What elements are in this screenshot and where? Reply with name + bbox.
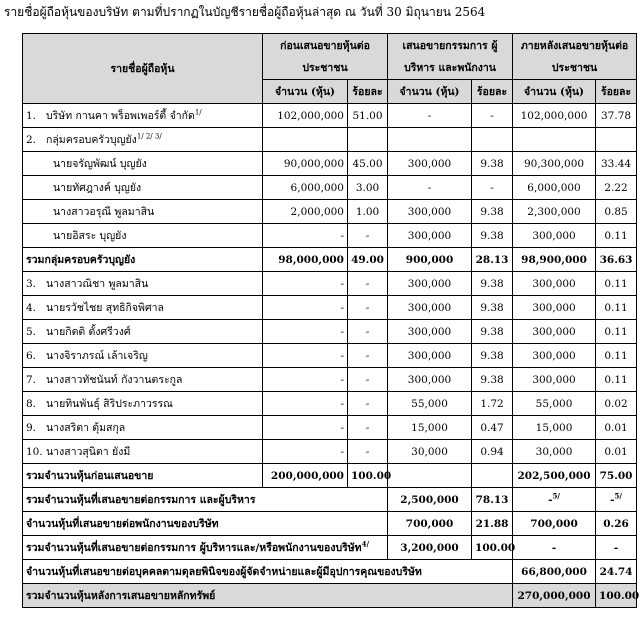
value-cell-a1: 30,000 bbox=[513, 440, 596, 464]
value-cell-o2: 9.38 bbox=[472, 224, 513, 248]
value-cell-a2: 0.11 bbox=[596, 224, 637, 248]
table-row bbox=[23, 176, 637, 200]
value-cell-o2: 9.38 bbox=[472, 152, 513, 176]
value-cell-o1: 300,000 bbox=[388, 200, 472, 224]
shareholder-name-cell bbox=[23, 392, 263, 416]
header-after-text: ภายหลังเสนอขายหุ้นต่อประชาชน bbox=[520, 39, 629, 74]
row-number: 3. bbox=[26, 278, 37, 290]
value-cell-o2 bbox=[472, 128, 513, 152]
value-cell-b2: 51.00 bbox=[348, 104, 388, 128]
value-cell-b2: 3.00 bbox=[348, 176, 388, 200]
value-cell-o2: 28.13 bbox=[472, 248, 513, 272]
page-title: รายชื่อผู้ถือหุ้นของบริษัท ตามที่ปรากฏในบัญชีรายชื่อผู้ถือหุ้นล่าสุด ณ วันที่ 30 มิถุนายน 2564 bbox=[4, 5, 486, 19]
header-name: รายชื่อผู้ถือหุ้น bbox=[23, 34, 263, 104]
value-cell-a1 bbox=[513, 536, 596, 560]
row-number: 8. bbox=[26, 398, 37, 410]
value-cell-b2: - bbox=[348, 416, 388, 440]
table-row bbox=[23, 464, 637, 488]
value-cell-b2: - bbox=[348, 296, 388, 320]
value-cell-o1: 2,500,000 bbox=[388, 488, 472, 512]
header-shares: จำนวน (หุ้น) bbox=[513, 80, 596, 104]
shareholder-name: รวมจำนวนหุ้นก่อนเสนอขาย bbox=[26, 470, 154, 482]
header-shares: จำนวน (หุ้น) bbox=[263, 80, 348, 104]
value-cell-b2: - bbox=[348, 344, 388, 368]
value-cell-a2 bbox=[596, 488, 637, 512]
value-cell-a2: 0.11 bbox=[596, 368, 637, 392]
summary-label-cell: จำนวนหุ้นที่เสนอขายต่อบุคคลตามดุลยพินิจของผู้จัดจำหน่ายและผู้มีอุปการคุณของบริษัท bbox=[23, 560, 513, 584]
row-number: 6. bbox=[26, 350, 37, 362]
table-row bbox=[23, 272, 637, 296]
value-cell-b2: - bbox=[348, 368, 388, 392]
shareholder-name-cell bbox=[23, 128, 263, 152]
value-cell-b1: - bbox=[263, 344, 348, 368]
table-row bbox=[23, 320, 637, 344]
value-cell-a1: 202,500,000 bbox=[513, 464, 596, 488]
value-cell-a2: 0.01 bbox=[596, 440, 637, 464]
value-cell-b1: 98,000,000 bbox=[263, 248, 348, 272]
value-cell-b2: - bbox=[348, 272, 388, 296]
value-cell-a1 bbox=[513, 128, 596, 152]
value-cell-a1 bbox=[513, 488, 596, 512]
value-a2: - bbox=[610, 493, 615, 506]
value-cell-a2: 36.63 bbox=[596, 248, 637, 272]
table-row bbox=[23, 296, 637, 320]
value-cell-b1: 200,000,000 bbox=[263, 464, 348, 488]
value-cell-b2: - bbox=[348, 392, 388, 416]
summary-label: จำนวนหุ้นที่เสนอขายต่อพนักงานของบริษัท bbox=[26, 518, 219, 530]
value-cell-b2: 45.00 bbox=[348, 152, 388, 176]
value-cell-a1: 2,300,000 bbox=[513, 200, 596, 224]
value-cell-o1: 55,000 bbox=[388, 392, 472, 416]
value-cell-o1: 300,000 bbox=[388, 272, 472, 296]
value-cell-o1 bbox=[388, 128, 472, 152]
value-cell-o1: 300,000 bbox=[388, 344, 472, 368]
shareholder-name: นายรวัชไชย สุทธิกิจพิศาล bbox=[46, 302, 164, 314]
value-cell-o2: 9.38 bbox=[472, 272, 513, 296]
value-cell-b1: - bbox=[263, 296, 348, 320]
value-cell-a1: 300,000 bbox=[513, 296, 596, 320]
table-row bbox=[23, 440, 637, 464]
shareholder-name: นางจิราภรณ์ เล้าเจริญ bbox=[46, 350, 148, 362]
value-cell-o2: 100.00 bbox=[472, 536, 513, 560]
footnote-mark: 5/ bbox=[552, 491, 560, 500]
value-cell-o1: 900,000 bbox=[388, 248, 472, 272]
shareholder-name: นางสาวทัชนันท์ กังวานตระกูล bbox=[46, 374, 183, 386]
summary-row bbox=[23, 512, 637, 536]
table-row bbox=[23, 200, 637, 224]
value-cell-o1: 300,000 bbox=[388, 152, 472, 176]
value-cell-o1: 700,000 bbox=[388, 512, 472, 536]
value-cell-b1: - bbox=[263, 224, 348, 248]
value-cell-b1 bbox=[263, 128, 348, 152]
value-cell-b1: - bbox=[263, 368, 348, 392]
value-a1: - bbox=[548, 493, 553, 506]
summary-row bbox=[23, 488, 637, 512]
value-cell-b1: - bbox=[263, 392, 348, 416]
shareholder-table bbox=[22, 33, 637, 608]
value-cell-a1: 300,000 bbox=[513, 344, 596, 368]
table-row bbox=[23, 128, 637, 152]
value-cell-a2: 0.85 bbox=[596, 200, 637, 224]
row-number: 7. bbox=[26, 374, 37, 386]
value-cell-o2: - bbox=[472, 176, 513, 200]
value-cell-b1: - bbox=[263, 440, 348, 464]
shareholder-name-cell bbox=[23, 440, 263, 464]
value-cell-o1: 15,000 bbox=[388, 416, 472, 440]
value-cell-b2: 1.00 bbox=[348, 200, 388, 224]
value-cell-o2: 9.38 bbox=[472, 320, 513, 344]
value-cell-o2: 9.38 bbox=[472, 296, 513, 320]
row-number: 5. bbox=[26, 326, 37, 338]
value-cell-a1: 66,800,000 bbox=[513, 560, 596, 584]
shareholder-name-cell bbox=[23, 416, 263, 440]
value-cell-a1: 300,000 bbox=[513, 272, 596, 296]
value-cell-b2: - bbox=[348, 224, 388, 248]
value-cell-a2 bbox=[596, 512, 637, 536]
value-cell-b2: - bbox=[348, 320, 388, 344]
shareholder-name-cell bbox=[23, 464, 263, 488]
footnote-mark: 4/ bbox=[361, 539, 370, 549]
value-cell-b1: - bbox=[263, 320, 348, 344]
value-cell-o2: 1.72 bbox=[472, 392, 513, 416]
value-cell-b1: 102,000,000 bbox=[263, 104, 348, 128]
shareholder-name-cell bbox=[23, 248, 263, 272]
value-cell-b2: 49.00 bbox=[348, 248, 388, 272]
footnote-mark: 1/ 2/ 3/ bbox=[136, 132, 162, 141]
value-cell-a1: 15,000 bbox=[513, 416, 596, 440]
value-cell-o1: 300,000 bbox=[388, 320, 472, 344]
value-cell-o2: 9.38 bbox=[472, 200, 513, 224]
value-cell-o1: 3,200,000 bbox=[388, 536, 472, 560]
shareholder-name: นางสาวสุนิตา ยังมี bbox=[46, 446, 131, 458]
value-cell-a2 bbox=[596, 536, 637, 560]
value-cell-a2: 0.11 bbox=[596, 272, 637, 296]
value-cell-o1: 300,000 bbox=[388, 368, 472, 392]
value-cell-o2: 78.13 bbox=[472, 488, 513, 512]
value-cell-a2: 33.44 bbox=[596, 152, 637, 176]
shareholder-name: นางสาวณิชา พูลมาสิน bbox=[46, 278, 149, 290]
header-pct: ร้อยละ bbox=[348, 80, 388, 104]
value-cell-b2 bbox=[348, 128, 388, 152]
header-after bbox=[513, 34, 637, 80]
value-cell-a2: 0.11 bbox=[596, 344, 637, 368]
table-row bbox=[23, 224, 637, 248]
table-row bbox=[23, 104, 637, 128]
shareholder-name-cell bbox=[23, 344, 263, 368]
footnote-mark: 5/ bbox=[614, 491, 622, 500]
value-cell-b1: - bbox=[263, 416, 348, 440]
row-number: 10. bbox=[26, 446, 43, 458]
header-before bbox=[263, 34, 388, 80]
shareholder-name: บริษัท กานคา พร็อพเพอร์ตี้ จำกัด bbox=[46, 110, 195, 122]
value-cell-o2: 0.47 bbox=[472, 416, 513, 440]
shareholder-name-cell bbox=[23, 224, 263, 248]
value-cell-a1: 90,300,000 bbox=[513, 152, 596, 176]
shareholder-name-cell bbox=[23, 320, 263, 344]
value-cell-a2: 24.74 bbox=[596, 560, 637, 584]
shareholder-name-cell bbox=[23, 200, 263, 224]
value-cell-o2: 9.38 bbox=[472, 368, 513, 392]
value-cell-a1: 55,000 bbox=[513, 392, 596, 416]
shareholder-name: นายจรัญพัฒน์ บุญยัง bbox=[53, 158, 147, 170]
shareholder-name: รวมกลุ่มครอบครัวบุญยัง bbox=[26, 254, 136, 266]
value-cell-a1: 300,000 bbox=[513, 368, 596, 392]
shareholder-name-cell bbox=[23, 296, 263, 320]
value-cell-o1: 30,000 bbox=[388, 440, 472, 464]
value-cell-o2: 0.94 bbox=[472, 440, 513, 464]
shareholder-name-cell bbox=[23, 368, 263, 392]
row-number: 2. bbox=[26, 134, 37, 146]
value-cell-o2: - bbox=[472, 104, 513, 128]
shareholder-name-cell bbox=[23, 176, 263, 200]
shareholder-name: นายทินพันธุ์ สิริประภาวรรณ bbox=[46, 398, 173, 410]
shareholder-name: นายอิสระ บุญยัง bbox=[53, 230, 127, 242]
row-number: 9. bbox=[26, 422, 37, 434]
summary-label-cell bbox=[23, 488, 388, 512]
header-offer-text: เสนอขายกรรมการ ผู้บริหาร และพนักงาน bbox=[402, 39, 498, 74]
value-cell-a1: 6,000,000 bbox=[513, 176, 596, 200]
header-shares: จำนวน (หุ้น) bbox=[388, 80, 472, 104]
shareholder-name: นายกิตติ ตั้งศรีวงศ์ bbox=[46, 326, 131, 338]
value-cell-a1: 102,000,000 bbox=[513, 104, 596, 128]
header-pct: ร้อยละ bbox=[472, 80, 513, 104]
summary-label-cell bbox=[23, 512, 388, 536]
value-cell-a1: 270,000,000 bbox=[513, 584, 596, 608]
value-a1: - bbox=[551, 541, 557, 554]
shareholder-name-cell bbox=[23, 104, 263, 128]
summary-label-cell: รวมจำนวนหุ้นหลังการเสนอขายหลักทรัพย์ bbox=[23, 584, 513, 608]
value-cell-b1: 6,000,000 bbox=[263, 176, 348, 200]
table-row bbox=[23, 248, 637, 272]
value-a2: 0.26 bbox=[603, 517, 629, 530]
value-cell-o2 bbox=[472, 464, 513, 488]
row-number: 4. bbox=[26, 302, 37, 314]
summary-label: รวมจำนวนหุ้นที่เสนอขายต่อกรรมการ ผู้บริหารและ/หรือพนักงานของบริษัท bbox=[26, 542, 362, 554]
summary-row bbox=[23, 536, 637, 560]
value-cell-o1: - bbox=[388, 176, 472, 200]
value-cell-o1: - bbox=[388, 104, 472, 128]
shareholder-name: นายทัศฎางค์ บุญยัง bbox=[53, 182, 142, 194]
shareholder-name: นางสาวอรุณี พูลมาสิน bbox=[53, 206, 155, 218]
value-cell-a2: 0.11 bbox=[596, 320, 637, 344]
summary-label-cell bbox=[23, 536, 388, 560]
value-cell-a2: 75.00 bbox=[596, 464, 637, 488]
value-cell-b2: - bbox=[348, 440, 388, 464]
value-cell-a1: 300,000 bbox=[513, 224, 596, 248]
header-offer bbox=[388, 34, 513, 80]
value-cell-a2: 0.11 bbox=[596, 296, 637, 320]
total-row bbox=[23, 584, 637, 608]
value-cell-a1: 98,900,000 bbox=[513, 248, 596, 272]
shareholder-name-cell bbox=[23, 272, 263, 296]
value-cell-a2: 37.78 bbox=[596, 104, 637, 128]
table-row bbox=[23, 344, 637, 368]
header-before-text: ก่อนเสนอขายหุ้นต่อประชาชน bbox=[280, 39, 370, 74]
value-cell-a2 bbox=[596, 128, 637, 152]
shareholder-name: กลุ่มครอบครัวบุญยัง bbox=[46, 134, 137, 146]
value-cell-o1: 300,000 bbox=[388, 296, 472, 320]
value-cell-b1: 2,000,000 bbox=[263, 200, 348, 224]
table-row bbox=[23, 416, 637, 440]
summary-label: รวมจำนวนหุ้นที่เสนอขายต่อกรรมการ และผู้บริหาร bbox=[26, 494, 256, 506]
value-cell-a2: 2.22 bbox=[596, 176, 637, 200]
value-cell-b2: 100.00 bbox=[348, 464, 388, 488]
value-cell-a2: 0.02 bbox=[596, 392, 637, 416]
value-cell-a1: 300,000 bbox=[513, 320, 596, 344]
value-a1: 700,000 bbox=[530, 517, 578, 530]
value-cell-o1: 300,000 bbox=[388, 224, 472, 248]
table-row bbox=[23, 368, 637, 392]
value-cell-b1: 90,000,000 bbox=[263, 152, 348, 176]
value-cell-a2: 0.01 bbox=[596, 416, 637, 440]
value-cell-a1 bbox=[513, 512, 596, 536]
value-cell-b1: - bbox=[263, 272, 348, 296]
value-cell-o1 bbox=[388, 464, 472, 488]
value-cell-o2: 21.88 bbox=[472, 512, 513, 536]
table-row bbox=[23, 392, 637, 416]
row-number: 1. bbox=[26, 110, 37, 122]
shareholder-name: นางสริตา ตุ้มสกุล bbox=[46, 422, 126, 434]
value-a2: - bbox=[613, 541, 619, 554]
footnote-mark: 1/ bbox=[194, 108, 202, 117]
value-cell-a2: 100.00 bbox=[596, 584, 637, 608]
shareholder-name-cell bbox=[23, 152, 263, 176]
value-cell-o2: 9.38 bbox=[472, 344, 513, 368]
public-row bbox=[23, 560, 637, 584]
table-row bbox=[23, 152, 637, 176]
header-pct: ร้อยละ bbox=[596, 80, 637, 104]
